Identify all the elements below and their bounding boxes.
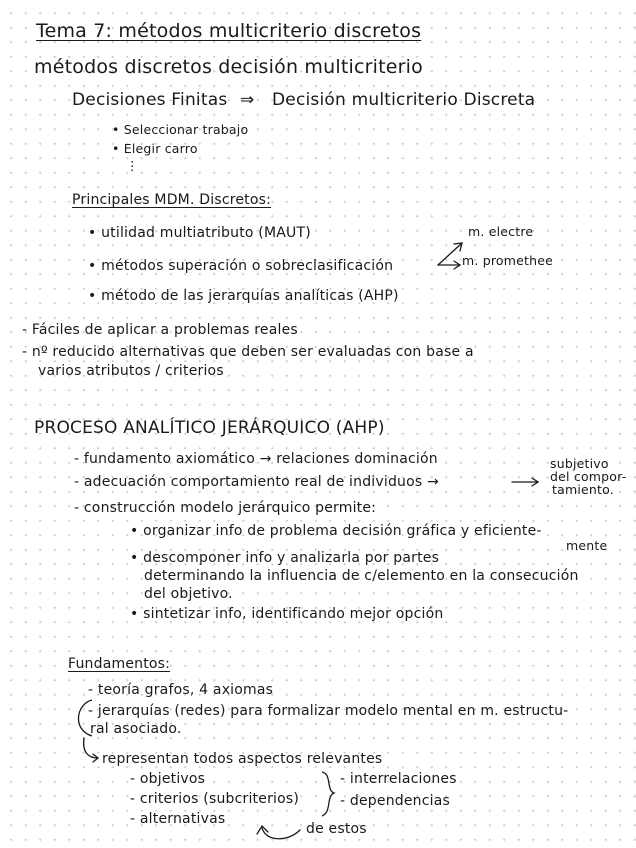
fundamentos-heading: Fundamentos: <box>68 656 171 672</box>
ahp-bullet: • sintetizar info, identificando mejor opción <box>130 606 444 622</box>
principal-item: • método de las jerarquías analíticas (AHP) <box>88 288 399 304</box>
curved-arrow-icon <box>257 826 300 839</box>
note-line: varios atributos / criterios <box>38 363 224 379</box>
ahp-line: - fundamento axiomático → relaciones dominación <box>74 451 438 467</box>
principales-heading: Principales MDM. Discretos: <box>72 192 272 208</box>
note-promethee: m. promethee <box>462 253 554 268</box>
ahp-bullet-cont: mente <box>566 538 608 553</box>
note-line: - nº reducido alternativas que deben ser evaluadas con base a <box>22 344 474 360</box>
fundamentos-line: - jerarquías (redes) para formalizar modelo mental en m. estructu- <box>88 703 569 719</box>
fundamentos-list-item: - alternativas <box>130 811 226 827</box>
side-note: subjetivo <box>550 456 609 471</box>
ahp-line: - construcción modelo jerárquico permite: <box>74 500 377 516</box>
fundamentos-line: representan todos aspectos relevantes <box>102 751 383 767</box>
fundamentos-list-item: - objetivos <box>130 771 206 787</box>
side-note: del compor- <box>550 469 627 484</box>
note-electre: m. electre <box>468 224 534 239</box>
fundamentos-right: - dependencias <box>340 793 451 809</box>
ahp-line: - adecuación comportamiento real de individuos → <box>74 474 439 490</box>
page-subtitle: métodos discretos decisión multicriterio <box>34 56 423 78</box>
fundamentos-list-item: - criterios (subcriterios) <box>130 791 300 807</box>
principal-item: • métodos superación o sobreclasificación <box>88 258 394 274</box>
example-item: • Elegir carro <box>112 141 198 156</box>
decisiones-right: Decisión multicriterio Discreta <box>272 90 536 110</box>
ahp-bullet: • descomponer info y analizarla por partes <box>130 550 440 566</box>
branch-arrow <box>438 243 462 269</box>
fundamentos-bottom: de estos <box>306 821 367 837</box>
side-note: tamiento. <box>552 482 614 497</box>
note-line: - Fáciles de aplicar a problemas reales <box>22 322 298 338</box>
curly-brace <box>322 772 334 816</box>
implies-arrow: ⇒ <box>240 90 255 110</box>
hook-arrow-icon <box>84 738 98 762</box>
fundamentos-line: ral asociado. <box>90 721 182 737</box>
ahp-heading: PROCESO ANALÍTICO JERÁRQUICO (AHP) <box>34 418 385 438</box>
fundamentos-line: - teoría grafos, 4 axiomas <box>88 682 274 698</box>
fundamentos-right: - interrelaciones <box>340 771 457 787</box>
ahp-bullet: • organizar info de problema decisión gráfica y eficiente- <box>130 523 542 539</box>
decisiones-left: Decisiones Finitas <box>72 90 228 110</box>
example-item: • Seleccionar trabajo <box>112 122 249 137</box>
arrow-right-icon <box>512 478 538 486</box>
page-title: Tema 7: métodos multicriterio discretos <box>36 20 422 42</box>
principal-item: • utilidad multiatributo (MAUT) <box>88 225 311 241</box>
ahp-bullet-cont: determinando la influencia de c/elemento en la consecución <box>144 568 579 584</box>
ahp-bullet-cont: del objetivo. <box>144 586 233 602</box>
ellipsis: ⋮ <box>126 158 139 173</box>
